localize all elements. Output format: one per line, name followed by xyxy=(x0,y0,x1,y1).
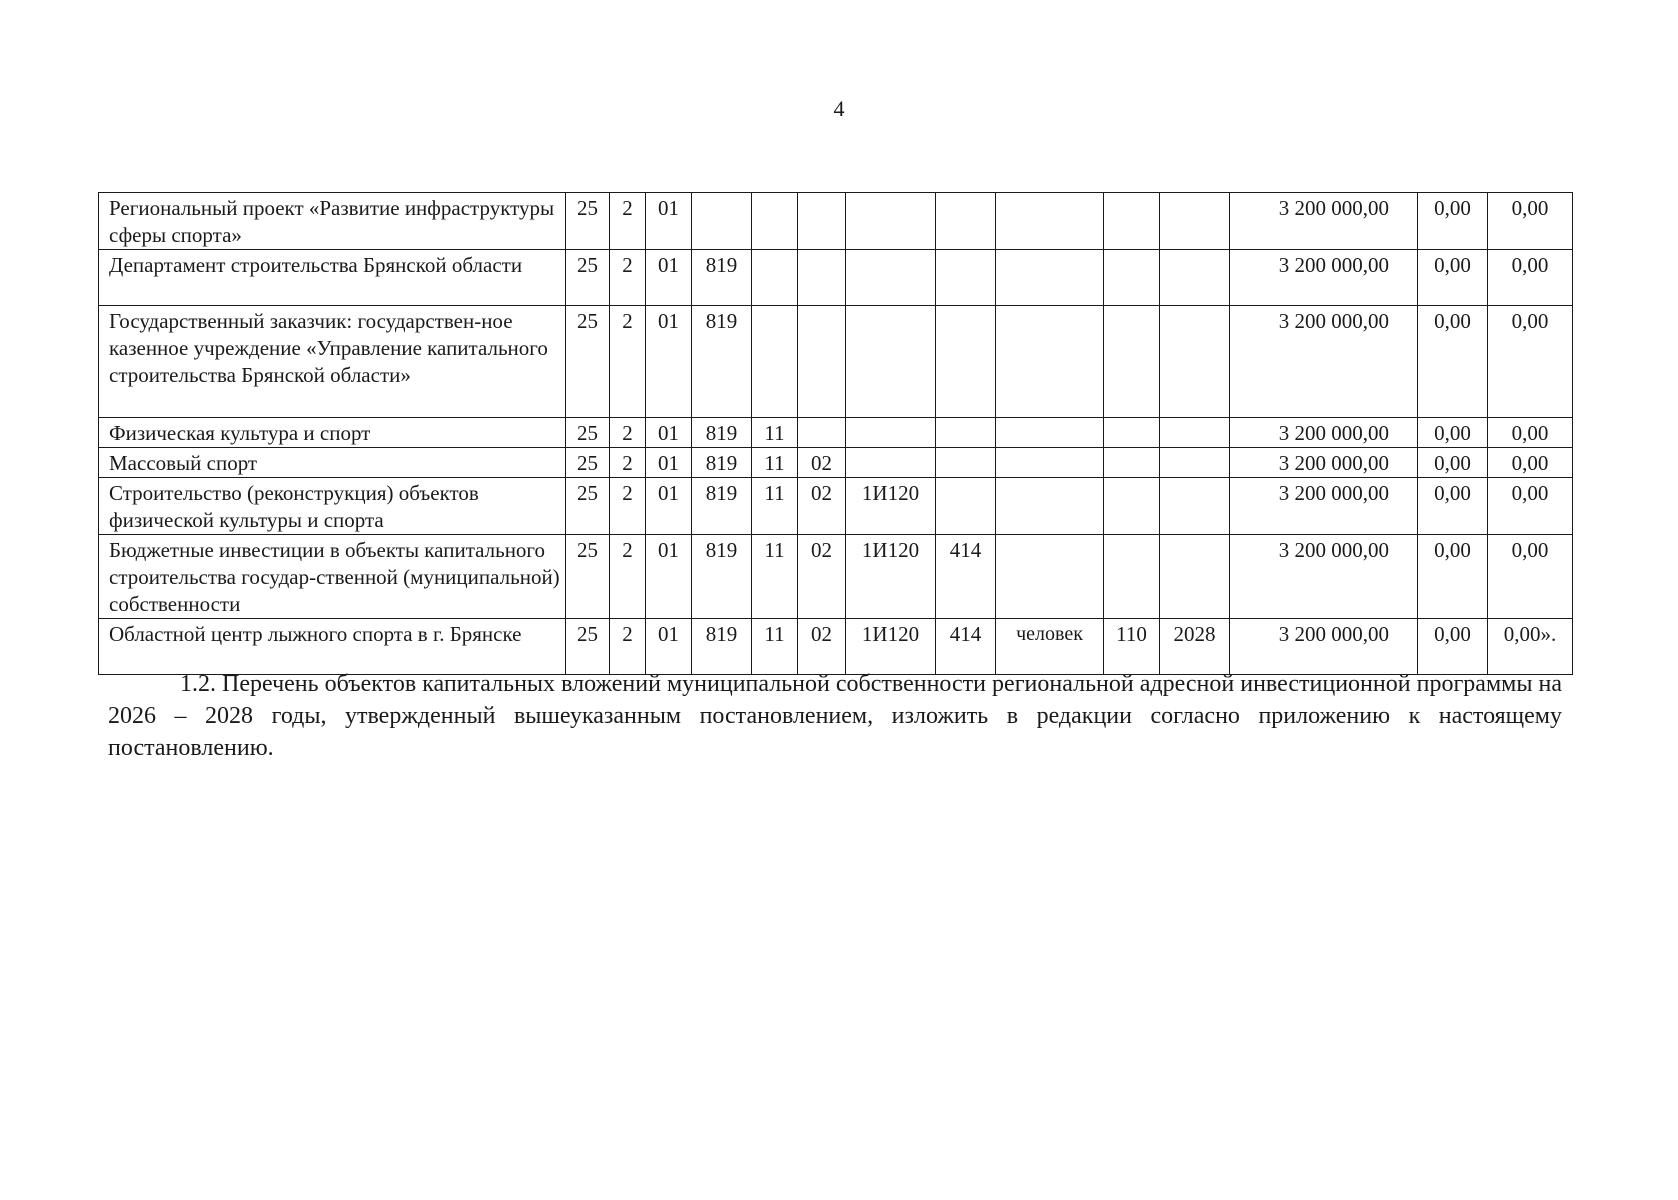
unit-cell xyxy=(996,418,1104,448)
code-cell: 25 xyxy=(566,619,610,675)
code-cell: 819 xyxy=(692,418,752,448)
table-row xyxy=(99,535,1573,619)
unit-cell xyxy=(996,306,1104,418)
code-cell xyxy=(936,448,996,478)
year-cell xyxy=(1160,448,1230,478)
unit-cell xyxy=(996,250,1104,306)
code-cell: 11 xyxy=(752,448,798,478)
code-cell: 01 xyxy=(646,478,692,535)
code-cell: 819 xyxy=(692,250,752,306)
sum-cell: 3 200 000,00 xyxy=(1230,448,1418,478)
quantity-cell xyxy=(1104,535,1160,619)
code-cell xyxy=(846,250,936,306)
code-cell: 25 xyxy=(566,478,610,535)
code-cell: 1И120 xyxy=(846,619,936,675)
value-cell: 0,00». xyxy=(1488,619,1573,675)
unit-cell xyxy=(996,535,1104,619)
table-row xyxy=(99,448,1573,478)
table-row xyxy=(99,250,1573,306)
quantity-cell xyxy=(1104,448,1160,478)
unit-cell xyxy=(996,193,1104,250)
code-cell xyxy=(752,306,798,418)
code-cell: 25 xyxy=(566,448,610,478)
quantity-cell xyxy=(1104,478,1160,535)
code-cell: 01 xyxy=(646,535,692,619)
code-cell: 2 xyxy=(610,418,646,448)
code-cell: 11 xyxy=(752,619,798,675)
table-row xyxy=(99,418,1573,448)
year-cell xyxy=(1160,306,1230,418)
code-cell xyxy=(798,193,846,250)
year-cell xyxy=(1160,193,1230,250)
code-cell xyxy=(936,418,996,448)
budget-table xyxy=(98,192,1573,675)
page-number: 4 xyxy=(833,96,845,121)
code-cell xyxy=(936,306,996,418)
table-row xyxy=(99,619,1573,675)
code-cell: 819 xyxy=(692,448,752,478)
code-cell: 11 xyxy=(752,418,798,448)
code-cell: 01 xyxy=(646,619,692,675)
year-cell xyxy=(1160,418,1230,448)
code-cell: 2 xyxy=(610,448,646,478)
row-name-cell: Департамент строительства Брянской области xyxy=(99,250,566,306)
code-cell xyxy=(846,193,936,250)
sum-cell: 3 200 000,00 xyxy=(1230,478,1418,535)
year-cell xyxy=(1160,535,1230,619)
quantity-cell xyxy=(1104,193,1160,250)
code-cell: 25 xyxy=(566,193,610,250)
code-cell: 25 xyxy=(566,535,610,619)
sum-cell: 3 200 000,00 xyxy=(1230,535,1418,619)
code-cell: 1И120 xyxy=(846,478,936,535)
value-cell: 0,00 xyxy=(1488,250,1573,306)
code-cell xyxy=(798,250,846,306)
value-cell: 0,00 xyxy=(1418,306,1488,418)
code-cell: 11 xyxy=(752,535,798,619)
code-cell xyxy=(936,478,996,535)
code-cell: 819 xyxy=(692,306,752,418)
code-cell xyxy=(798,418,846,448)
code-cell: 25 xyxy=(566,418,610,448)
unit-cell xyxy=(996,448,1104,478)
code-cell xyxy=(692,193,752,250)
sum-cell: 3 200 000,00 xyxy=(1230,193,1418,250)
code-cell: 02 xyxy=(798,619,846,675)
code-cell: 2 xyxy=(610,535,646,619)
code-cell: 01 xyxy=(646,306,692,418)
quantity-cell: 110 xyxy=(1104,619,1160,675)
code-cell xyxy=(798,306,846,418)
table-body xyxy=(99,193,1573,675)
value-cell: 0,00 xyxy=(1488,448,1573,478)
value-cell: 0,00 xyxy=(1488,535,1573,619)
sum-cell: 3 200 000,00 xyxy=(1230,619,1418,675)
sum-cell: 3 200 000,00 xyxy=(1230,306,1418,418)
value-cell: 0,00 xyxy=(1488,193,1573,250)
quantity-cell xyxy=(1104,250,1160,306)
row-name-cell: Бюджетные инвестиции в объекты капитального строительства государ-ственной (муниципальной) собственности xyxy=(99,535,566,619)
code-cell: 02 xyxy=(798,478,846,535)
code-cell: 1И120 xyxy=(846,535,936,619)
quantity-cell xyxy=(1104,418,1160,448)
value-cell: 0,00 xyxy=(1488,478,1573,535)
code-cell: 25 xyxy=(566,250,610,306)
value-cell: 0,00 xyxy=(1488,306,1573,418)
code-cell: 414 xyxy=(936,535,996,619)
row-name-cell: Государственный заказчик: государствен-ное казенное учреждение «Управление капитального строительства Брянской области» xyxy=(99,306,566,418)
year-cell: 2028 xyxy=(1160,619,1230,675)
code-cell: 01 xyxy=(646,448,692,478)
sum-cell: 3 200 000,00 xyxy=(1230,418,1418,448)
code-cell: 819 xyxy=(692,535,752,619)
code-cell: 02 xyxy=(798,448,846,478)
table-row xyxy=(99,478,1573,535)
table-row xyxy=(99,306,1573,418)
value-cell: 0,00 xyxy=(1418,535,1488,619)
code-cell xyxy=(846,418,936,448)
code-cell: 2 xyxy=(610,619,646,675)
value-cell: 0,00 xyxy=(1418,193,1488,250)
table-row xyxy=(99,193,1573,250)
row-name-cell: Физическая культура и спорт xyxy=(99,418,566,448)
code-cell: 414 xyxy=(936,619,996,675)
code-cell: 01 xyxy=(646,418,692,448)
code-cell: 2 xyxy=(610,250,646,306)
code-cell xyxy=(752,193,798,250)
row-name-cell: Региональный проект «Развитие инфраструктуры сферы спорта» xyxy=(99,193,566,250)
code-cell: 01 xyxy=(646,250,692,306)
sum-cell: 3 200 000,00 xyxy=(1230,250,1418,306)
row-name-cell: Строительство (реконструкция) объектов физической культуры и спорта xyxy=(99,478,566,535)
value-cell: 0,00 xyxy=(1418,448,1488,478)
code-cell: 2 xyxy=(610,478,646,535)
code-cell: 2 xyxy=(610,306,646,418)
code-cell xyxy=(936,250,996,306)
code-cell: 11 xyxy=(752,478,798,535)
unit-cell xyxy=(996,478,1104,535)
code-cell xyxy=(752,250,798,306)
year-cell xyxy=(1160,478,1230,535)
unit-cell: человек xyxy=(996,619,1104,675)
quantity-cell xyxy=(1104,306,1160,418)
code-cell xyxy=(846,306,936,418)
year-cell xyxy=(1160,250,1230,306)
row-name-cell: Областной центр лыжного спорта в г. Брянске xyxy=(99,619,566,675)
value-cell: 0,00 xyxy=(1418,250,1488,306)
value-cell: 0,00 xyxy=(1418,619,1488,675)
code-cell: 2 xyxy=(610,193,646,250)
code-cell: 819 xyxy=(692,478,752,535)
value-cell: 0,00 xyxy=(1418,418,1488,448)
code-cell xyxy=(936,193,996,250)
code-cell: 819 xyxy=(692,619,752,675)
row-name-cell: Массовый спорт xyxy=(99,448,566,478)
code-cell: 25 xyxy=(566,306,610,418)
amendment-paragraph: 1.2. Перечень объектов капитальных вложений муниципальной собственности региональной адресной инвестиционной программы на 2026 – 2028 годы, утвержденный вышеуказанным постановлением, изложить в редакции согласно приложению к настоящему постановлению. xyxy=(108,671,1562,761)
code-cell xyxy=(846,448,936,478)
value-cell: 0,00 xyxy=(1418,478,1488,535)
value-cell: 0,00 xyxy=(1488,418,1573,448)
code-cell: 01 xyxy=(646,193,692,250)
code-cell: 02 xyxy=(798,535,846,619)
